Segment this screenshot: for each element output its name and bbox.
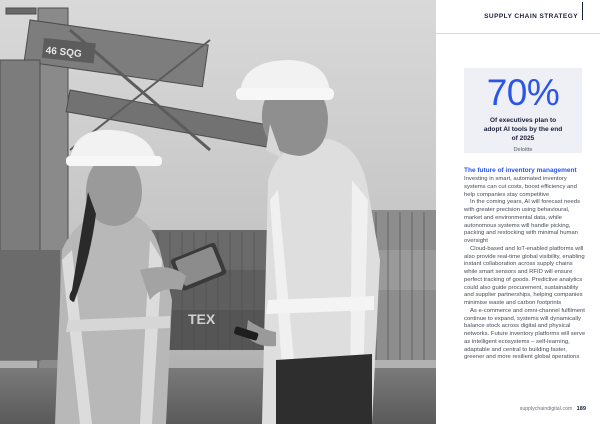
stat-callout — [464, 68, 582, 153]
page-footer — [520, 406, 586, 412]
stat-description: Of executives plan to adopt AI tools by the end of 2025 — [483, 117, 563, 142]
stat-value: 70% — [486, 72, 560, 113]
header-divider — [582, 2, 583, 20]
page-header — [436, 0, 600, 34]
page-number: 189 — [576, 406, 586, 412]
footer-website: supplychaindigital.com — [519, 406, 573, 412]
section-title: SUPPLY CHAIN STRATEGY — [484, 13, 578, 20]
container-marking: TEX — [188, 311, 216, 327]
article-paragraph: In the coming years, AI will forecast needs with greater precision using behavioural, market and environmental data, while autonomous systems will handle picking, packing and restocking with minimal human oversight — [464, 199, 581, 244]
article-paragraph: Investing in smart, automated inventory systems can cut costs, boost efficiency and help companies stay competitive — [464, 176, 577, 198]
article-heading: The future of inventory management — [464, 167, 577, 174]
article-paragraph: As e-commerce and omni-channel fulfilment continue to expand, systems will dynamically balance stock across digital and physical networks. Future inventory platforms will serve as intelligent ecosystems – self-learning, adaptable and central to building faster, greener and more resilient global operations — [464, 307, 586, 361]
stat-source: Deloitte — [513, 147, 533, 153]
article-paragraph: Cloud-based and IoT-enabled platforms will also provide real-time global visibility, enabling instant collaboration across supply chains while smart sensors and RFID will ensure perfect tracking of goods. Predictive analytics could also guide procurement, sustainability and supplier partnerships, helping companies minimise waste and carbon footprints — [464, 245, 585, 306]
crane-sign-text: 46 SQG — [45, 45, 83, 60]
article-body — [464, 167, 586, 362]
